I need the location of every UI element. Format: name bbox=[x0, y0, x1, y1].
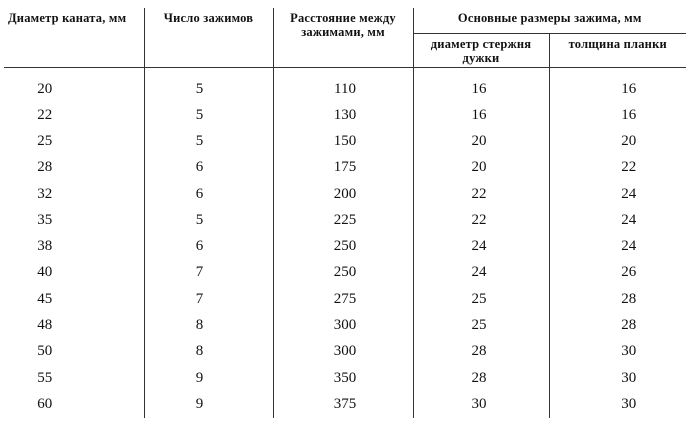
distance-cell: 175 bbox=[273, 155, 413, 181]
clamp-dimensions-table bbox=[4, 8, 686, 418]
header-plate-thickness: толщина планки bbox=[549, 34, 686, 68]
table-row bbox=[4, 128, 686, 154]
distance-cell: 150 bbox=[273, 128, 413, 154]
rod-diameter-cell: 22 bbox=[413, 181, 549, 207]
distance-cell: 110 bbox=[273, 68, 413, 103]
rod-diameter-cell: 25 bbox=[413, 286, 549, 312]
table-row bbox=[4, 181, 686, 207]
header-rope-diameter: Диаметр каната, мм bbox=[4, 8, 144, 68]
clamp-count-cell: 8 bbox=[144, 312, 273, 338]
rope-diameter-cell: 40 bbox=[37, 264, 53, 281]
plate-thickness-cell: 24 bbox=[549, 181, 686, 207]
clamp-count-cell: 6 bbox=[144, 181, 273, 207]
distance-cell: 300 bbox=[273, 339, 413, 365]
table-row bbox=[4, 207, 686, 233]
rod-diameter-cell: 24 bbox=[413, 233, 549, 259]
clamp-count-cell: 5 bbox=[144, 102, 273, 128]
rope-diameter-cell: 32 bbox=[37, 185, 53, 202]
table-row bbox=[4, 260, 686, 286]
table-row bbox=[4, 68, 686, 103]
rod-diameter-cell: 28 bbox=[413, 339, 549, 365]
table-row bbox=[4, 102, 686, 128]
plate-thickness-cell: 28 bbox=[549, 286, 686, 312]
rod-diameter-cell: 20 bbox=[413, 155, 549, 181]
distance-cell: 225 bbox=[273, 207, 413, 233]
table-row bbox=[4, 233, 686, 259]
distance-cell: 130 bbox=[273, 102, 413, 128]
table-header bbox=[4, 8, 686, 68]
rod-diameter-cell: 28 bbox=[413, 365, 549, 391]
clamp-count-cell: 5 bbox=[144, 68, 273, 103]
rod-diameter-cell: 24 bbox=[413, 260, 549, 286]
plate-thickness-cell: 26 bbox=[549, 260, 686, 286]
plate-thickness-cell: 16 bbox=[549, 102, 686, 128]
table-body bbox=[4, 68, 686, 418]
header-main-dimensions: Основные размеры зажима, мм bbox=[413, 8, 686, 34]
rod-diameter-cell: 25 bbox=[413, 312, 549, 338]
header-distance: Расстояние между зажимами, мм bbox=[273, 8, 413, 68]
table-row bbox=[4, 312, 686, 338]
rod-diameter-cell: 30 bbox=[413, 391, 549, 417]
rod-diameter-cell: 22 bbox=[413, 207, 549, 233]
plate-thickness-cell: 22 bbox=[549, 155, 686, 181]
distance-cell: 200 bbox=[273, 181, 413, 207]
distance-cell: 350 bbox=[273, 365, 413, 391]
clamp-count-cell: 7 bbox=[144, 260, 273, 286]
plate-thickness-cell: 30 bbox=[549, 339, 686, 365]
rod-diameter-cell: 16 bbox=[413, 102, 549, 128]
rope-diameter-cell: 38 bbox=[37, 238, 53, 255]
plate-thickness-cell: 30 bbox=[549, 365, 686, 391]
rope-diameter-cell: 55 bbox=[37, 369, 53, 386]
distance-cell: 250 bbox=[273, 233, 413, 259]
clamp-count-cell: 7 bbox=[144, 286, 273, 312]
table-row bbox=[4, 339, 686, 365]
clamp-count-cell: 6 bbox=[144, 155, 273, 181]
rope-diameter-cell: 45 bbox=[37, 290, 53, 307]
rod-diameter-cell: 20 bbox=[413, 128, 549, 154]
clamp-count-cell: 6 bbox=[144, 233, 273, 259]
distance-cell: 375 bbox=[273, 391, 413, 417]
plate-thickness-cell: 30 bbox=[549, 391, 686, 417]
rope-diameter-cell: 20 bbox=[37, 80, 53, 97]
header-rod-diameter: диаметр стержня дужки bbox=[413, 34, 549, 68]
clamp-count-cell: 5 bbox=[144, 128, 273, 154]
plate-thickness-cell: 16 bbox=[549, 68, 686, 103]
rope-diameter-cell: 35 bbox=[37, 211, 53, 228]
plate-thickness-cell: 28 bbox=[549, 312, 686, 338]
rope-diameter-cell: 48 bbox=[37, 317, 53, 334]
clamp-count-cell: 8 bbox=[144, 339, 273, 365]
distance-cell: 300 bbox=[273, 312, 413, 338]
table-row bbox=[4, 365, 686, 391]
rope-diameter-cell: 22 bbox=[37, 106, 53, 123]
distance-cell: 275 bbox=[273, 286, 413, 312]
distance-cell: 250 bbox=[273, 260, 413, 286]
clamp-count-cell: 9 bbox=[144, 365, 273, 391]
table-row bbox=[4, 155, 686, 181]
rope-diameter-cell: 60 bbox=[37, 395, 53, 412]
table-row bbox=[4, 286, 686, 312]
header-clamp-count: Число зажимов bbox=[144, 8, 273, 68]
plate-thickness-cell: 20 bbox=[549, 128, 686, 154]
clamp-count-cell: 5 bbox=[144, 207, 273, 233]
table-row bbox=[4, 391, 686, 417]
plate-thickness-cell: 24 bbox=[549, 207, 686, 233]
plate-thickness-cell: 24 bbox=[549, 233, 686, 259]
rope-diameter-cell: 25 bbox=[37, 132, 53, 149]
rope-diameter-cell: 50 bbox=[37, 343, 53, 360]
rope-diameter-cell: 28 bbox=[37, 159, 53, 176]
rod-diameter-cell: 16 bbox=[413, 68, 549, 103]
clamp-count-cell: 9 bbox=[144, 391, 273, 417]
